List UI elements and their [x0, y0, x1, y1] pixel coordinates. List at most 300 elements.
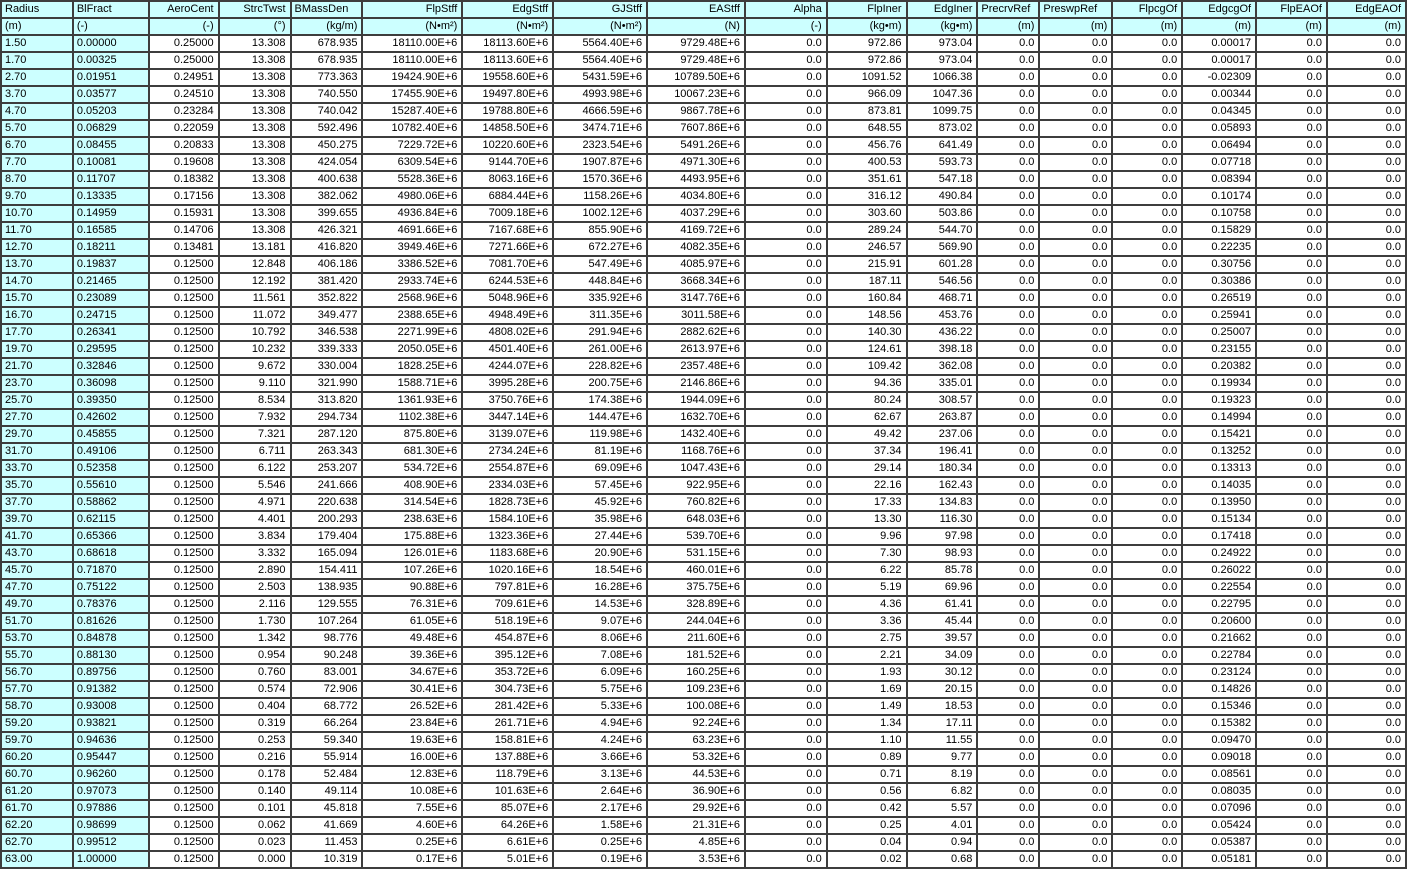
cell-edgcgof: 0.09018	[1182, 749, 1256, 766]
cell-edgeaof: 0.0	[1327, 766, 1406, 783]
cell-alpha: 0.0	[745, 52, 827, 69]
cell-flpeaof: 0.0	[1256, 35, 1327, 52]
cell-flpstff: 4.60E+6	[362, 817, 462, 834]
cell-flpeaof: 0.0	[1256, 137, 1327, 154]
cell-preswpref: 0.0	[1039, 817, 1112, 834]
table-row	[1, 851, 1406, 868]
cell-bmassden: 773.363	[291, 69, 363, 86]
cell-flpeaof: 0.0	[1256, 766, 1327, 783]
cell-preswpref: 0.0	[1039, 851, 1112, 868]
cell-edginer: 468.71	[907, 290, 978, 307]
cell-edgstff: 64.26E+6	[462, 817, 553, 834]
cell-flpeaof: 0.0	[1256, 273, 1327, 290]
cell-aerocent: 0.12500	[149, 817, 219, 834]
cell-flpstff: 4980.06E+6	[362, 188, 462, 205]
cell-flpcgof: 0.0	[1112, 188, 1182, 205]
cell-flpcgof: 0.0	[1112, 783, 1182, 800]
cell-edginer: 30.12	[907, 664, 978, 681]
cell-alpha: 0.0	[745, 86, 827, 103]
cell-edgeaof: 0.0	[1327, 103, 1406, 120]
table-row	[1, 460, 1406, 477]
cell-edginer: 98.93	[907, 545, 978, 562]
cell-preswpref: 0.0	[1039, 239, 1112, 256]
cell-aerocent: 0.12500	[149, 307, 219, 324]
cell-gjstff: 81.19E+6	[553, 443, 647, 460]
cell-alpha: 0.0	[745, 732, 827, 749]
cell-preswpref: 0.0	[1039, 511, 1112, 528]
cell-flpeaof: 0.0	[1256, 188, 1327, 205]
cell-eastff: 1632.70E+6	[647, 409, 745, 426]
cell-blfract: 0.18211	[73, 239, 149, 256]
cell-gjstff: 4.24E+6	[553, 732, 647, 749]
col-header-flpeaof: FlpEAOf	[1256, 1, 1327, 18]
cell-bmassden: 287.120	[291, 426, 363, 443]
cell-blfract: 0.93821	[73, 715, 149, 732]
cell-flpstff: 1361.93E+6	[362, 392, 462, 409]
cell-edgcgof: 0.22795	[1182, 596, 1256, 613]
cell-preswpref: 0.0	[1039, 562, 1112, 579]
cell-strctwst: 8.534	[219, 392, 291, 409]
cell-blfract: 0.13335	[73, 188, 149, 205]
cell-edgcgof: 0.15829	[1182, 222, 1256, 239]
cell-edgstff: 1020.16E+6	[462, 562, 553, 579]
cell-flpcgof: 0.0	[1112, 324, 1182, 341]
cell-precrvref: 0.0	[977, 52, 1039, 69]
cell-edginer: 69.96	[907, 579, 978, 596]
cell-flpiner: 648.55	[827, 120, 907, 137]
cell-edgstff: 4244.07E+6	[462, 358, 553, 375]
cell-strctwst: 0.062	[219, 817, 291, 834]
cell-edgstff: 137.88E+6	[462, 749, 553, 766]
cell-edgcgof: 0.05893	[1182, 120, 1256, 137]
cell-flpcgof: 0.0	[1112, 120, 1182, 137]
cell-edgstff: 4948.49E+6	[462, 307, 553, 324]
cell-preswpref: 0.0	[1039, 273, 1112, 290]
cell-edgcgof: 0.05181	[1182, 851, 1256, 868]
cell-gjstff: 5564.40E+6	[553, 52, 647, 69]
cell-bmassden: 253.207	[291, 460, 363, 477]
table-row	[1, 613, 1406, 630]
cell-precrvref: 0.0	[977, 511, 1039, 528]
cell-eastff: 53.32E+6	[647, 749, 745, 766]
cell-flpstff: 0.17E+6	[362, 851, 462, 868]
cell-flpstff: 18110.00E+6	[362, 35, 462, 52]
cell-flpcgof: 0.0	[1112, 579, 1182, 596]
table-row	[1, 681, 1406, 698]
cell-radius: 8.70	[1, 171, 73, 188]
col-header-aerocent: AeroCent	[149, 1, 219, 18]
cell-flpcgof: 0.0	[1112, 715, 1182, 732]
cell-edgstff: 3750.76E+6	[462, 392, 553, 409]
col-unit-flpstff: (N•m²)	[362, 18, 462, 35]
cell-flpeaof: 0.0	[1256, 460, 1327, 477]
cell-gjstff: 69.09E+6	[553, 460, 647, 477]
cell-eastff: 7607.86E+6	[647, 120, 745, 137]
cell-blfract: 0.94636	[73, 732, 149, 749]
cell-strctwst: 7.932	[219, 409, 291, 426]
table-row	[1, 409, 1406, 426]
table-row	[1, 698, 1406, 715]
cell-aerocent: 0.12500	[149, 800, 219, 817]
cell-flpcgof: 0.0	[1112, 256, 1182, 273]
cell-strctwst: 0.954	[219, 647, 291, 664]
cell-edgeaof: 0.0	[1327, 834, 1406, 851]
cell-flpeaof: 0.0	[1256, 698, 1327, 715]
cell-blfract: 0.95447	[73, 749, 149, 766]
cell-flpstff: 2271.99E+6	[362, 324, 462, 341]
table-row	[1, 188, 1406, 205]
cell-edgcgof: 0.00017	[1182, 35, 1256, 52]
cell-strctwst: 13.308	[219, 120, 291, 137]
cell-flpiner: 1.69	[827, 681, 907, 698]
cell-edgeaof: 0.0	[1327, 324, 1406, 341]
cell-bmassden: 406.186	[291, 256, 363, 273]
cell-edginer: 0.94	[907, 834, 978, 851]
cell-precrvref: 0.0	[977, 460, 1039, 477]
table-row	[1, 783, 1406, 800]
cell-alpha: 0.0	[745, 528, 827, 545]
cell-aerocent: 0.12500	[149, 358, 219, 375]
col-unit-precrvref: (m)	[977, 18, 1039, 35]
cell-preswpref: 0.0	[1039, 290, 1112, 307]
cell-bmassden: 98.776	[291, 630, 363, 647]
cell-edgcgof: 0.15382	[1182, 715, 1256, 732]
table-row	[1, 749, 1406, 766]
cell-flpiner: 0.25	[827, 817, 907, 834]
cell-edgeaof: 0.0	[1327, 698, 1406, 715]
cell-alpha: 0.0	[745, 290, 827, 307]
cell-edgcgof: 0.13950	[1182, 494, 1256, 511]
cell-edginer: 18.53	[907, 698, 978, 715]
cell-preswpref: 0.0	[1039, 443, 1112, 460]
cell-bmassden: 52.484	[291, 766, 363, 783]
cell-strctwst: 9.672	[219, 358, 291, 375]
cell-edgstff: 1323.36E+6	[462, 528, 553, 545]
cell-flpiner: 9.96	[827, 528, 907, 545]
col-unit-edgcgof: (m)	[1182, 18, 1256, 35]
cell-alpha: 0.0	[745, 443, 827, 460]
cell-edgstff: 101.63E+6	[462, 783, 553, 800]
cell-edgstff: 709.61E+6	[462, 596, 553, 613]
cell-flpeaof: 0.0	[1256, 630, 1327, 647]
cell-bmassden: 59.340	[291, 732, 363, 749]
cell-flpiner: 109.42	[827, 358, 907, 375]
cell-blfract: 0.21465	[73, 273, 149, 290]
cell-blfract: 0.93008	[73, 698, 149, 715]
table-row	[1, 630, 1406, 647]
cell-flpstff: 6309.54E+6	[362, 154, 462, 171]
cell-precrvref: 0.0	[977, 664, 1039, 681]
cell-precrvref: 0.0	[977, 613, 1039, 630]
cell-flpiner: 246.57	[827, 239, 907, 256]
cell-bmassden: 400.638	[291, 171, 363, 188]
cell-blfract: 0.42602	[73, 409, 149, 426]
cell-edgstff: 18113.60E+6	[462, 35, 553, 52]
cell-aerocent: 0.12500	[149, 324, 219, 341]
table-row	[1, 324, 1406, 341]
cell-flpcgof: 0.0	[1112, 732, 1182, 749]
cell-edginer: 237.06	[907, 426, 978, 443]
cell-edgstff: 3139.07E+6	[462, 426, 553, 443]
cell-alpha: 0.0	[745, 341, 827, 358]
cell-alpha: 0.0	[745, 307, 827, 324]
cell-flpeaof: 0.0	[1256, 256, 1327, 273]
cell-strctwst: 5.546	[219, 477, 291, 494]
cell-edgstff: 1584.10E+6	[462, 511, 553, 528]
cell-aerocent: 0.12500	[149, 647, 219, 664]
cell-edgeaof: 0.0	[1327, 596, 1406, 613]
cell-flpiner: 4.36	[827, 596, 907, 613]
cell-eastff: 36.90E+6	[647, 783, 745, 800]
cell-edgeaof: 0.0	[1327, 528, 1406, 545]
cell-flpcgof: 0.0	[1112, 834, 1182, 851]
cell-edgstff: 7009.18E+6	[462, 205, 553, 222]
cell-alpha: 0.0	[745, 120, 827, 137]
col-unit-preswpref: (m)	[1039, 18, 1112, 35]
table-row	[1, 222, 1406, 239]
cell-preswpref: 0.0	[1039, 324, 1112, 341]
cell-aerocent: 0.12500	[149, 613, 219, 630]
cell-edgeaof: 0.0	[1327, 35, 1406, 52]
cell-gjstff: 4.94E+6	[553, 715, 647, 732]
cell-preswpref: 0.0	[1039, 137, 1112, 154]
cell-edgcgof: 0.14035	[1182, 477, 1256, 494]
cell-radius: 49.70	[1, 596, 73, 613]
cell-eastff: 2146.86E+6	[647, 375, 745, 392]
cell-flpstff: 534.72E+6	[362, 460, 462, 477]
cell-blfract: 0.49106	[73, 443, 149, 460]
cell-edgcgof: 0.06494	[1182, 137, 1256, 154]
table-row	[1, 426, 1406, 443]
cell-radius: 6.70	[1, 137, 73, 154]
cell-flpstff: 2933.74E+6	[362, 273, 462, 290]
cell-alpha: 0.0	[745, 188, 827, 205]
col-unit-strctwst: (°)	[219, 18, 291, 35]
cell-flpiner: 0.71	[827, 766, 907, 783]
cell-radius: 45.70	[1, 562, 73, 579]
cell-aerocent: 0.12500	[149, 732, 219, 749]
cell-alpha: 0.0	[745, 562, 827, 579]
cell-edginer: 1047.36	[907, 86, 978, 103]
cell-radius: 43.70	[1, 545, 73, 562]
cell-flpstff: 10782.40E+6	[362, 120, 462, 137]
cell-edginer: 45.44	[907, 613, 978, 630]
table-row	[1, 800, 1406, 817]
cell-edginer: 436.22	[907, 324, 978, 341]
cell-precrvref: 0.0	[977, 239, 1039, 256]
cell-flpeaof: 0.0	[1256, 205, 1327, 222]
cell-flpeaof: 0.0	[1256, 307, 1327, 324]
cell-flpstff: 34.67E+6	[362, 664, 462, 681]
cell-edginer: 61.41	[907, 596, 978, 613]
cell-precrvref: 0.0	[977, 766, 1039, 783]
cell-strctwst: 13.308	[219, 103, 291, 120]
cell-edgstff: 10220.60E+6	[462, 137, 553, 154]
cell-preswpref: 0.0	[1039, 596, 1112, 613]
cell-alpha: 0.0	[745, 171, 827, 188]
cell-edgstff: 19497.80E+6	[462, 86, 553, 103]
cell-strctwst: 0.760	[219, 664, 291, 681]
cell-edgcgof: 0.25941	[1182, 307, 1256, 324]
cell-bmassden: 321.990	[291, 375, 363, 392]
cell-aerocent: 0.13481	[149, 239, 219, 256]
cell-flpcgof: 0.0	[1112, 562, 1182, 579]
cell-flpiner: 316.12	[827, 188, 907, 205]
cell-alpha: 0.0	[745, 613, 827, 630]
cell-eastff: 2882.62E+6	[647, 324, 745, 341]
cell-alpha: 0.0	[745, 647, 827, 664]
cell-flpeaof: 0.0	[1256, 562, 1327, 579]
col-header-gjstff: GJStff	[553, 1, 647, 18]
cell-flpeaof: 0.0	[1256, 511, 1327, 528]
cell-flpstff: 5528.36E+6	[362, 171, 462, 188]
cell-flpcgof: 0.0	[1112, 409, 1182, 426]
cell-eastff: 244.04E+6	[647, 613, 745, 630]
cell-blfract: 0.06829	[73, 120, 149, 137]
cell-edginer: 20.15	[907, 681, 978, 698]
table-row	[1, 35, 1406, 52]
cell-flpeaof: 0.0	[1256, 341, 1327, 358]
cell-flpeaof: 0.0	[1256, 222, 1327, 239]
cell-flpiner: 3.36	[827, 613, 907, 630]
cell-edgeaof: 0.0	[1327, 171, 1406, 188]
cell-strctwst: 9.110	[219, 375, 291, 392]
cell-blfract: 0.75122	[73, 579, 149, 596]
cell-edgstff: 261.71E+6	[462, 715, 553, 732]
cell-flpcgof: 0.0	[1112, 205, 1182, 222]
cell-gjstff: 4993.98E+6	[553, 86, 647, 103]
cell-strctwst: 13.308	[219, 205, 291, 222]
cell-blfract: 0.11707	[73, 171, 149, 188]
table-row	[1, 341, 1406, 358]
cell-flpiner: 49.42	[827, 426, 907, 443]
cell-radius: 61.20	[1, 783, 73, 800]
cell-precrvref: 0.0	[977, 477, 1039, 494]
cell-radius: 27.70	[1, 409, 73, 426]
table-row	[1, 171, 1406, 188]
cell-eastff: 100.08E+6	[647, 698, 745, 715]
cell-strctwst: 0.253	[219, 732, 291, 749]
cell-flpiner: 140.30	[827, 324, 907, 341]
cell-edgcgof: 0.26519	[1182, 290, 1256, 307]
cell-flpcgof: 0.0	[1112, 749, 1182, 766]
cell-alpha: 0.0	[745, 392, 827, 409]
cell-radius: 41.70	[1, 528, 73, 545]
cell-flpcgof: 0.0	[1112, 103, 1182, 120]
cell-edgstff: 19558.60E+6	[462, 69, 553, 86]
cell-preswpref: 0.0	[1039, 154, 1112, 171]
cell-strctwst: 3.834	[219, 528, 291, 545]
cell-preswpref: 0.0	[1039, 69, 1112, 86]
cell-flpeaof: 0.0	[1256, 392, 1327, 409]
cell-edginer: 873.02	[907, 120, 978, 137]
cell-precrvref: 0.0	[977, 35, 1039, 52]
cell-blfract: 0.55610	[73, 477, 149, 494]
cell-flpiner: 187.11	[827, 273, 907, 290]
cell-precrvref: 0.0	[977, 647, 1039, 664]
cell-eastff: 2357.48E+6	[647, 358, 745, 375]
cell-flpeaof: 0.0	[1256, 579, 1327, 596]
cell-flpcgof: 0.0	[1112, 681, 1182, 698]
cell-aerocent: 0.12500	[149, 783, 219, 800]
table-row	[1, 545, 1406, 562]
cell-gjstff: 6.09E+6	[553, 664, 647, 681]
cell-blfract: 0.78376	[73, 596, 149, 613]
cell-edgeaof: 0.0	[1327, 392, 1406, 409]
cell-blfract: 0.65366	[73, 528, 149, 545]
cell-eastff: 9729.48E+6	[647, 35, 745, 52]
cell-flpcgof: 0.0	[1112, 664, 1182, 681]
cell-flpstff: 7229.72E+6	[362, 137, 462, 154]
cell-gjstff: 291.94E+6	[553, 324, 647, 341]
cell-flpcgof: 0.0	[1112, 392, 1182, 409]
cell-radius: 25.70	[1, 392, 73, 409]
cell-precrvref: 0.0	[977, 154, 1039, 171]
cell-gjstff: 0.25E+6	[553, 834, 647, 851]
cell-gjstff: 0.19E+6	[553, 851, 647, 868]
cell-flpstff: 39.36E+6	[362, 647, 462, 664]
cell-eastff: 4971.30E+6	[647, 154, 745, 171]
cell-aerocent: 0.12500	[149, 528, 219, 545]
cell-precrvref: 0.0	[977, 307, 1039, 324]
cell-flpeaof: 0.0	[1256, 783, 1327, 800]
cell-edgcgof: 0.14826	[1182, 681, 1256, 698]
cell-flpstff: 238.63E+6	[362, 511, 462, 528]
cell-eastff: 4.85E+6	[647, 834, 745, 851]
cell-precrvref: 0.0	[977, 273, 1039, 290]
cell-gjstff: 119.98E+6	[553, 426, 647, 443]
cell-alpha: 0.0	[745, 664, 827, 681]
cell-edgcgof: 0.26022	[1182, 562, 1256, 579]
cell-edginer: 162.43	[907, 477, 978, 494]
cell-gjstff: 8.06E+6	[553, 630, 647, 647]
cell-flpstff: 2388.65E+6	[362, 307, 462, 324]
cell-radius: 33.70	[1, 460, 73, 477]
cell-flpiner: 13.30	[827, 511, 907, 528]
cell-edgcgof: 0.08561	[1182, 766, 1256, 783]
cell-edgeaof: 0.0	[1327, 630, 1406, 647]
cell-gjstff: 2.64E+6	[553, 783, 647, 800]
cell-flpcgof: 0.0	[1112, 511, 1182, 528]
cell-flpcgof: 0.0	[1112, 35, 1182, 52]
cell-preswpref: 0.0	[1039, 579, 1112, 596]
cell-preswpref: 0.0	[1039, 222, 1112, 239]
table-row	[1, 579, 1406, 596]
cell-flpeaof: 0.0	[1256, 732, 1327, 749]
cell-precrvref: 0.0	[977, 69, 1039, 86]
cell-flpstff: 12.83E+6	[362, 766, 462, 783]
cell-edgcgof: 0.09470	[1182, 732, 1256, 749]
cell-radius: 1.70	[1, 52, 73, 69]
cell-flpcgof: 0.0	[1112, 477, 1182, 494]
cell-edgeaof: 0.0	[1327, 511, 1406, 528]
cell-alpha: 0.0	[745, 749, 827, 766]
col-unit-alpha: (-)	[745, 18, 827, 35]
cell-eastff: 4034.80E+6	[647, 188, 745, 205]
cell-edgstff: 1828.73E+6	[462, 494, 553, 511]
cell-alpha: 0.0	[745, 494, 827, 511]
cell-preswpref: 0.0	[1039, 426, 1112, 443]
cell-alpha: 0.0	[745, 256, 827, 273]
cell-eastff: 9867.78E+6	[647, 103, 745, 120]
cell-edginer: 17.11	[907, 715, 978, 732]
cell-alpha: 0.0	[745, 205, 827, 222]
cell-flpiner: 17.33	[827, 494, 907, 511]
cell-eastff: 5491.26E+6	[647, 137, 745, 154]
cell-radius: 10.70	[1, 205, 73, 222]
cell-strctwst: 0.574	[219, 681, 291, 698]
cell-edgstff: 18113.60E+6	[462, 52, 553, 69]
